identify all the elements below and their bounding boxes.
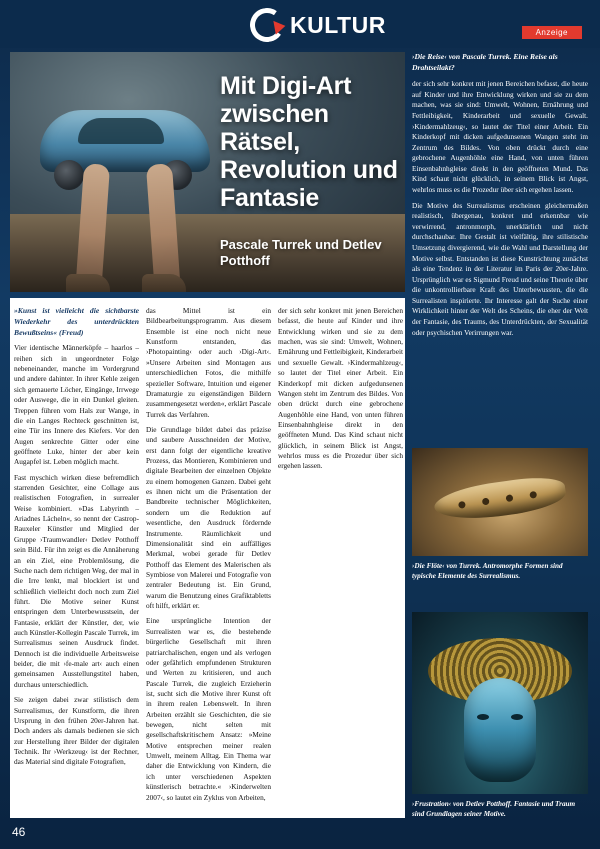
right-column <box>412 52 588 343</box>
paragraph: das Mittel ist ein Bildbearbeitungsprogramm. Aus diesem Ensemble ist eine noch nicht neue Kunstform entstanden, das ›Photopainting‹ oder auch ›Digi-Art‹. »Unsere Arbeiten sind Montagen aus unterschiedlichen Fotos, die mithilfe spezieller Software, Intuition und eigener Dramaturgie zu eigenständigen Bildern zusammengesetzt werden«, erklärt Pascale Turrek das Verfahren. <box>146 306 271 419</box>
paragraph: Vier identische Männerköpfe – haarlos – reihen sich in ungeordneter Folge nebeneinander, manche im Vordergrund und andere dahinter. In ihrer Kehle zeigen sich gemauerte Löcher, Eingänge, Irrwege oder Auswege, die in ein Dunkel gleiten. Treppen führen vom Hals zur Wange, in die ein Langes Rechteck geschnitten ist, eine Tür ins Innere des Kiefers. Vor den Augen senkrechte Gitter oder eine geöffnete Luke, hinter der aber kein Augapfel ist. Leben möglich macht. <box>14 343 139 467</box>
right-column-body <box>412 79 588 338</box>
flute-hole-icon <box>458 501 466 509</box>
shoe-left-shape <box>66 274 110 292</box>
article-body-panel <box>10 298 405 818</box>
blue-face-shape <box>464 678 536 782</box>
kultur-logo-text: KULTUR <box>290 11 386 38</box>
flute-hole-icon <box>529 491 537 499</box>
paragraph: Fast myschich wirken diese befremdlich starrenden Gesichter, eine Collage aus realistischen Fotografien, in surrealer Weise kombiniert. »Das Labyrinth – Ariadnes Lächeln«, so nennt der Castrop-Rauxeler Künstler und Mitglied der Gruppe ›Traumwandler‹ Detlev Potthoff sein Bild. Für ihn zeigt es die Annäherung an ein Ziel, eine Problemlösung, die Suche nach dem richtigen Weg, der mal in die Irre lenkt, mal blockiert ist und schließlich vielleicht doch noch zum Ziel führt. Die Motive seiner Kunst entspringen dem Unterbewusstsein, der Fantasie, erklärt der Künstler, der, wie auch Künstler-Kollegin Pascale Turrek, im Surrealismus seinen Ausdruck findet. Dennoch ist die individuelle Arbeitsweise beider, die mit ›fe-male art‹ auch einen gemeinsamen Ausstellungstitel haben, durchaus unterschiedlich. <box>14 472 139 689</box>
c-arrow-logo-icon <box>247 5 286 44</box>
article-lead-quote: »Kunst ist vielleicht die sichtbarste Wiederkehr des unterdrückten Bewußtseins« (Freud) <box>14 306 139 337</box>
flute-hole-icon <box>482 498 490 506</box>
hero-image <box>10 52 405 292</box>
article-headline: Mit Digi-Art zwischen Rätsel, Revolution und Fantasie <box>220 72 398 212</box>
flute-hole-icon <box>506 494 514 502</box>
right-column-kicker: ›Die Reise‹ von Pascale Turrek. Eine Reise als Drahtseilakt? <box>412 52 558 72</box>
figure-caption-frustration: ›Frustration‹ von Detlev Potthoff. Fantasie und Traum sind Grundlagen seiner Motive. <box>412 800 576 818</box>
text-column-3 <box>278 306 403 477</box>
shoe-right-shape <box>142 274 186 292</box>
figure-caption-flute: ›Die Flöte‹ von Turrek. Antromorphe Formen sind typische Elemente des Surrealismus. <box>412 562 563 580</box>
car-wheel-front-icon <box>54 160 84 190</box>
text-column-2 <box>146 306 271 808</box>
frustration-artwork-image <box>412 612 588 794</box>
ad-badge: Anzeige <box>522 26 582 39</box>
page-header <box>0 0 600 48</box>
flute-artwork-image <box>412 448 588 556</box>
page-number: 46 <box>12 825 26 839</box>
paragraph: Die Motive des Surrealismus erscheinen gleichermaßen realistisch, übergenau, konkret und erkennbar wie verwirrend, antronmorph, unerklärlich und nicht durchschaubar. Ihre Gestalt ist vielfältig, ihre stilistische Umsetzung divergierend, wie die Wahl und Darstellung der Motive selbst. Entstanden ist diese Kunstrichtung zunächst als eine Tendenz in der Literatur im Paris der 20er-Jahre. Ursprünglich war es Sigmund Freud und seine Theorie über die unkontrollierbare Kraft des Unterbewussten, die die Surrealisten inspirierte. Ihr Interesse galt der Suche einer Wirklichkeit hinter der Welt des Scheins, die eher der Welt der Fantasie, des Traums, des Unterdrückten, der Sexualität oder psychischen Verirrungen war. <box>412 200 588 337</box>
text-column-1 <box>14 306 139 773</box>
flute-shape <box>432 473 567 525</box>
article-authors: Pascale Turrek und Detlev Potthoff <box>220 237 382 269</box>
kultur-logo <box>250 8 386 42</box>
paragraph: der sich sehr konkret mit jenen Bereichen befasst, die heute auf Kinder und ihre Entwicklung wirken und sie zu dem machen, was sie sind: Umwelt, Wohnen, Ernährung und Fettleibigkeit, Kinderarbeit und sexuelle Gewalt. ›Kindermahlzeug‹, so lautet der Titel einer Arbeit. Ein Kinderkopf mit dicken aufgedunsenen Wangen steht im Zentrum des Bildes. Von oben drückt durch eine gebrochene Augenhöhle eine Hand, von unten führen Einsenbahnhgleise direkt in den geöffneten Mund. Das Kind schaut nicht glücklich, in seinem Blick ist Angst, wehrlos muss es die Prozedur über sich ergehen lassen. <box>412 79 588 195</box>
paragraph: Eine ursprüngliche Intention der Surrealisten war es, die bestehende bürgerliche Gesellschaft mit ihren patriarchalischen, engen und als verlogen oder gefährlich empfundenen Strukturen und Werten zu kritisieren, und auch Pascale Turrek, die zugleich Erzieherin ist, sucht sich die Motive ihrer Kunst oft in ihrem realen Lebenswelt. In ihren Arbeiten erzählt sie Geschichten, die sie bewegen, nicht selten mit gesellschaftskritischem Ansatz: »Meine Motive entsprechen meiner realen Umwelt, meinem Alltag. Ein Thema war daher die Entwicklung von Kindern, die ich unter verschiedenen Aspekten künstlerisch betrachte.« ›Kinderwelten 2007‹, so lautet ein Zyklus von Arbeiten, <box>146 616 271 802</box>
paragraph: Sie zeigen dabei zwar stilistisch dem Surrealismus, der Kunstform, die ihren Ursprung in den frühen 20er-Jahren hat. Doch anders als damals bedienen sie sich zur Herstellung ihrer Bilder der digitalen Technik. Ihr ›Werkzeug‹ ist der Rechner, das Material sind digitale Fotografien, <box>14 695 139 767</box>
paragraph: Die Grundlage bildet dabei das präzise und saubere Ausschneiden der Motive, erst dann folgt der eigentliche kreative Prozess, das Montieren, Kombinieren und digitale Bearbeiten der einzelnen Objekte zu einem homogenen Ganzen. Dabei geht es ihnen nicht um die Präsentation der Bandbreite technischer Möglichkeiten, sondern um die Reduktion auf wesentliche, den Ausdruck fördernde Instrumente. Räumlichkeit und Dimensionalität sind ein auffälliges Merkmal, wobei gerade für Detlev Potthoff das Element des Malerischen als Symbiose von Malerei und Fotografie von zentraler Bedeutung ist. Ein Grund, warum die Benutzung eines Grafiktabletts oft hilft, erklärt er. <box>146 424 271 611</box>
paragraph: der sich sehr konkret mit jenen Bereichen befasst, die heute auf Kinder und ihre Entwicklung wirken und sie zu dem machen, was sie sind: Umwelt, Wohnen, Ernährung und Fettleibigkeit, Kinderarbeit und sexuelle Gewalt. ›Kindermahlzeug‹, so lautet der Titel einer Arbeit. Ein Kinderkopf mit dicken aufgedunsenen Wangen steht im Zentrum des Bildes. Von oben drückt durch eine gebrochene Augenhöhle eine Hand, von unten führen Einsenbahnhgleise direkt in den geöffneten Mund. Das Kind schaut nicht glücklich, in seinem Blick ist Angst, wehrlos muss es die Prozedur über sich ergehen lassen. <box>278 306 403 471</box>
